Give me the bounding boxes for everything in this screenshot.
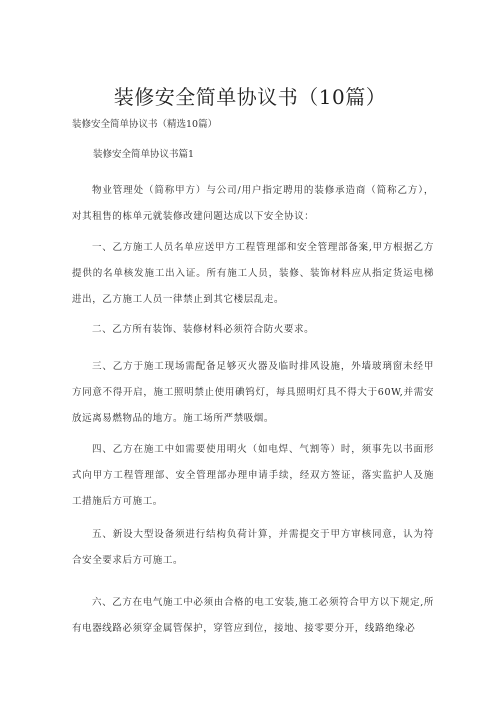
- section-heading: 装修安全简单协议书篇1: [93, 149, 195, 160]
- document-subtitle: 装修安全简单协议书（精选10篇）: [72, 119, 218, 130]
- paragraph-intro: 物业管理处（简称甲方）与公司/用户指定聘用的装修承造商（简称乙方），对其租售的栋单元就装修改建问题达成以下安全协议：: [72, 185, 434, 222]
- paragraph-clause-4: 四、乙方在施工中如需要使用明火（如电焊、气割等）时，须事先以书面形式向甲方工程管理部、安全管理部办理申请手续，经双方签证，落实监护人及施工措施后方可施工。: [72, 444, 434, 507]
- paragraph-clause-5: 五、新设大型设备须进行结构负荷计算，并需提交于甲方审核同意，认为符合安全要求后方可施工。: [72, 529, 434, 566]
- paragraph-clause-6: 六、乙方在电气施工中必须由合格的电工安装,施工必须符合甲方以下规定,所有电器线路必须穿金属管保护，穿管应到位，接地、接零要分开，线路绝缘必: [72, 597, 434, 634]
- paragraph-clause-3: 三、乙方于施工现场需配备足够灭火器及临时排风设施，外墙玻璃窗未经甲方同意不得开启，施工照明禁止使用碘钨灯，每具照明灯具不得大于60W,并需安放远离易燃物品的地方。施工场所严禁吸烟。: [72, 361, 434, 424]
- paragraph-clause-1: 一、乙方施工人员名单应送甲方工程管理部和安全管理部备案,甲方根据乙方提供的名单核发施工出入证。所有施工人员，装修、装饰材料应从指定货运电梯进出，乙方施工人员一律禁止到其它楼层乱走。: [72, 242, 434, 305]
- paragraph-clause-2: 二、乙方所有装饰、装修材料必须符合防火要求。: [92, 324, 315, 335]
- document-title: 装修安全简单协议书（10篇）: [113, 85, 387, 109]
